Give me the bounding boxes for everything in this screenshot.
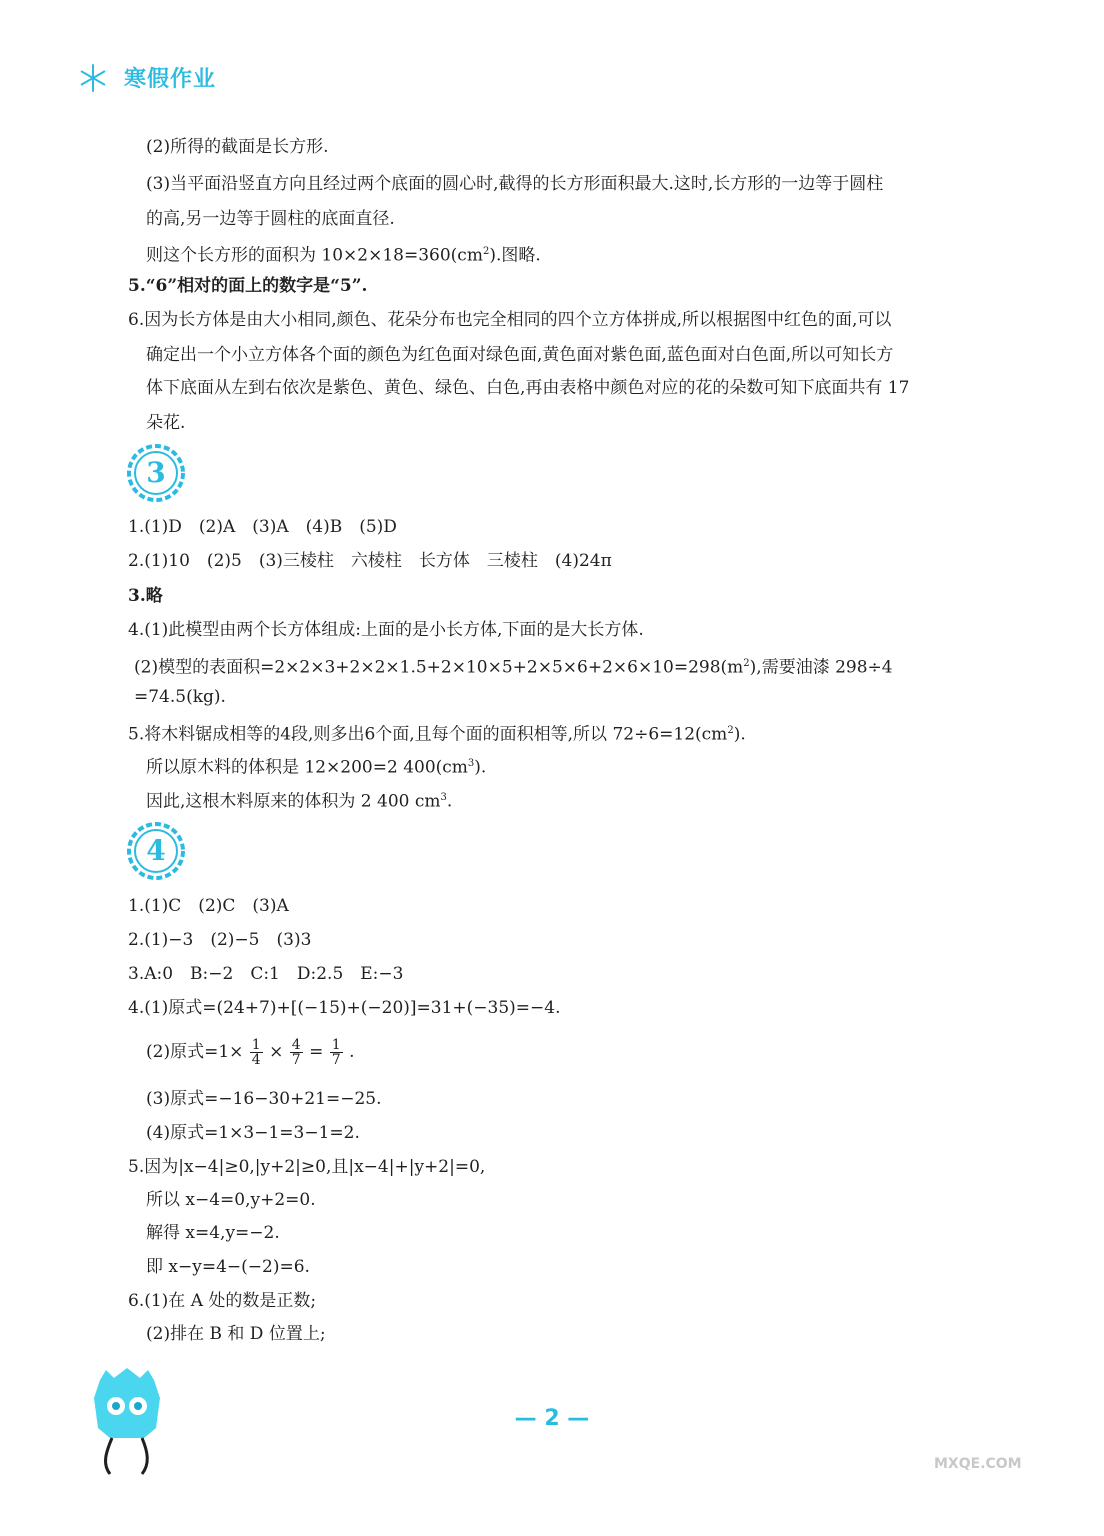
- answer-line: 即 x−y=4−(−2)=6.: [146, 1257, 310, 1277]
- answer-line: [134, 653, 893, 679]
- superscript: 3: [467, 758, 475, 769]
- answer-line: [128, 720, 746, 746]
- fraction-numerator: 1: [251, 1037, 261, 1053]
- answer-line: 5.“6”相对的面上的数字是“5”.: [128, 276, 368, 296]
- answer-line: =74.5(kg).: [134, 687, 226, 707]
- text-part: ).: [474, 757, 487, 778]
- answer-line: 朵花.: [146, 413, 186, 433]
- section-number: 3: [146, 456, 166, 489]
- answer-line: 确定出一个小立方体各个面的颜色为红色面对绿色面,黄色面对紫色面,蓝色面对白色面,所以可知长方: [146, 345, 894, 365]
- answer-line: 所以 x−4=0,y+2=0.: [146, 1190, 316, 1210]
- answer-line: 4.(1)原式=(24+7)+[(−15)+(−20)]=31+(−35)=−4.: [128, 998, 561, 1018]
- text-part: .: [446, 791, 453, 812]
- header-title: 寒假作业: [124, 67, 217, 92]
- answer-line: 体下底面从左到右依次是紫色、黄色、绿色、白色,再由表格中颜色对应的花的朵数可知下底面共有 17: [146, 378, 910, 398]
- answer-line: 3.A:0 B:−2 C:1 D:2.5 E:−3: [128, 964, 404, 984]
- text-part: .: [349, 1042, 355, 1062]
- superscript: 2: [743, 658, 750, 669]
- answer-line: [146, 787, 452, 813]
- text-part: ×: [269, 1042, 284, 1062]
- fraction: [330, 1038, 343, 1067]
- answer-line: [146, 241, 541, 267]
- text-part: 则这个长方形的面积为 10×2×18=360(cm: [146, 245, 483, 266]
- superscript: 2: [482, 246, 490, 257]
- text-part: =: [309, 1042, 324, 1062]
- fraction: [250, 1038, 263, 1067]
- answer-line: 6.(1)在 A 处的数是正数;: [128, 1291, 317, 1311]
- answer-line: (3)原式=−16−30+21=−25.: [146, 1089, 382, 1109]
- fraction-denominator: 7: [291, 1052, 301, 1068]
- watermark: MXQE.COM: [934, 1456, 1022, 1472]
- answer-line: 2.(1)−3 (2)−5 (3)3: [128, 930, 312, 950]
- answer-line: 5.因为|x−4|≥0,|y+2|≥0,且|x−4|+|y+2|=0,: [128, 1157, 486, 1177]
- snowflake-icon: [78, 63, 108, 93]
- text-part: 因此,这根木料原来的体积为 2 400 cm: [146, 791, 441, 812]
- fraction-numerator: 4: [291, 1037, 301, 1053]
- page-header: [78, 62, 216, 93]
- fraction-denominator: 7: [331, 1052, 341, 1068]
- answer-line: (3)当平面沿竖直方向且经过两个底面的圆心时,截得的长方形面积最大.这时,长方形的一边等于圆柱: [146, 174, 884, 194]
- answer-line: (2)所得的截面是长方形.: [146, 137, 329, 157]
- answer-line: [146, 1034, 355, 1070]
- answer-line: 的高,另一边等于圆柱的底面直径.: [146, 209, 395, 229]
- text-part: 所以原木料的体积是 12×200=2 400(cm: [146, 757, 468, 778]
- text-part: ),需要油漆 298÷4: [749, 657, 893, 678]
- answer-line: [146, 753, 486, 779]
- answer-line: 1.(1)C (2)C (3)A: [128, 896, 289, 916]
- text-part: (2)原式=1×: [146, 1042, 244, 1062]
- fraction-denominator: 4: [251, 1052, 261, 1068]
- answer-line: 3.略: [128, 586, 163, 606]
- answer-line: (2)排在 B 和 D 位置上;: [146, 1324, 326, 1344]
- superscript: 3: [440, 792, 447, 803]
- text-part: ).: [733, 724, 746, 745]
- answer-line: 2.(1)10 (2)5 (3)三棱柱 六棱柱 长方体 三棱柱 (4)24π: [128, 551, 612, 571]
- answer-line: 1.(1)D (2)A (3)A (4)B (5)D: [128, 517, 397, 537]
- fraction-numerator: 1: [331, 1037, 341, 1053]
- answer-line: 4.(1)此模型由两个长方体组成:上面的是小长方体,下面的是大长方体.: [128, 620, 644, 640]
- text-part: ).图略.: [489, 245, 541, 266]
- answer-line: 解得 x=4,y=−2.: [146, 1223, 280, 1243]
- answer-line: 6.因为长方体是由大小相同,颜色、花朵分布也完全相同的四个立方体拼成,所以根据图中红色的面,可以: [128, 310, 892, 330]
- superscript: 2: [727, 725, 734, 736]
- page-number: — 2 —: [514, 1406, 590, 1431]
- section-number: 4: [146, 834, 166, 867]
- answer-line: (4)原式=1×3−1=3−1=2.: [146, 1123, 360, 1143]
- fraction: [290, 1038, 303, 1067]
- text-part: (2)模型的表面积=2×2×3+2×2×1.5+2×10×5+2×5×6+2×6×10=298(m: [134, 657, 744, 678]
- text-part: 5.将木料锯成相等的4段,则多出6个面,且每个面的面积相等,所以 72÷6=12(cm: [128, 724, 728, 745]
